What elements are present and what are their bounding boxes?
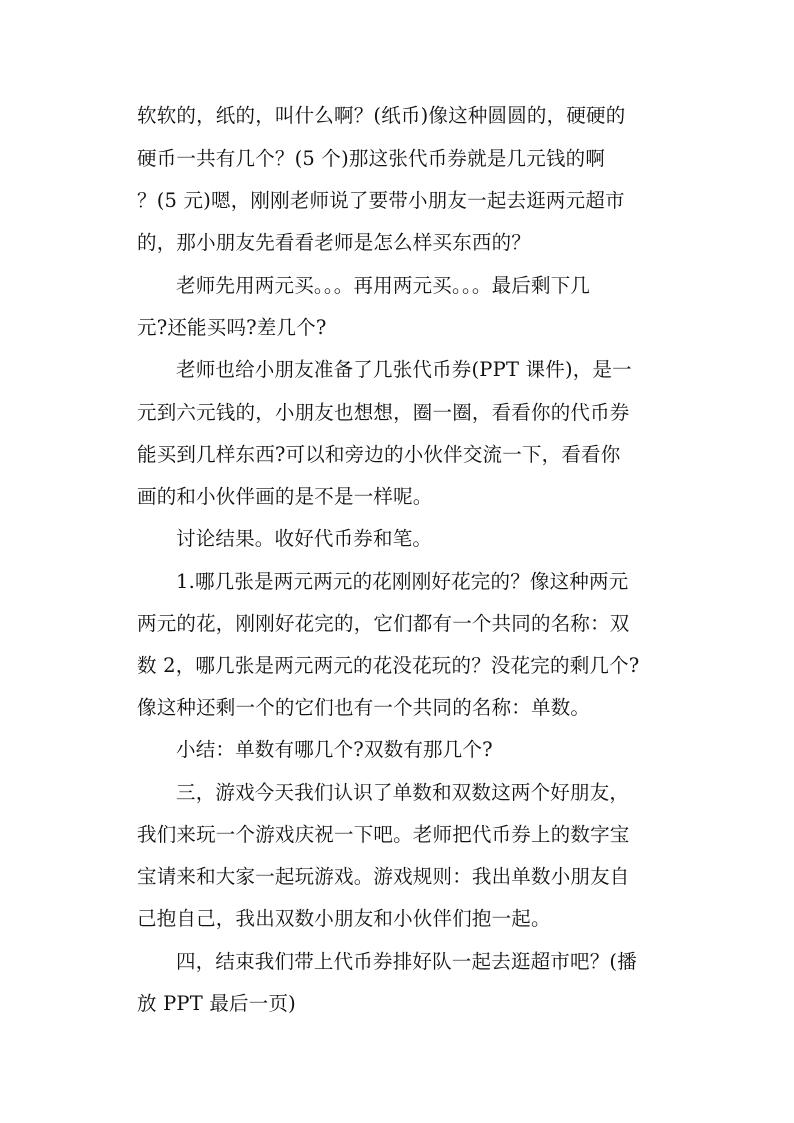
text-line: 小结：单数有哪几个?双数有那几个? bbox=[176, 738, 493, 761]
text-line: 宝请来和大家一起玩游戏。游戏规则：我出单数小朋友自 bbox=[137, 865, 630, 888]
text-line: 四，结束我们带上代币券排好队一起去逛超市吧？(播 bbox=[176, 950, 637, 973]
text-line: 能买到几样东西?可以和旁边的小伙伴交流一下，看看你 bbox=[137, 443, 621, 466]
text-line: ？(5 元)嗯，刚刚老师说了要带小朋友一起去逛两元超市 bbox=[137, 189, 625, 212]
text-line: 像这种还剩一个的它们也有一个共同的名称：单数。 bbox=[137, 696, 591, 719]
text-line: 放 PPT 最后一页) bbox=[137, 992, 296, 1015]
text-line: 的，那小朋友先看看老师是怎么样买东西的？ bbox=[137, 231, 532, 254]
text-line: 元到六元钱的，小朋友也想想，圈一圈，看看你的代币券 bbox=[137, 401, 630, 424]
text-line: 画的和小伙伴画的是不是一样呢。 bbox=[137, 485, 433, 508]
text-line: 老师也给小朋友准备了几张代币券(PPT 课件)，是一 bbox=[176, 358, 632, 381]
text-line: 己抱自己，我出双数小朋友和小伙伴们抱一起。 bbox=[137, 907, 551, 930]
text-line: 讨论结果。收好代币券和笔。 bbox=[176, 527, 433, 550]
text-line: 1.哪几张是两元两元的花刚刚好花完的？像这种两元 bbox=[176, 570, 629, 593]
text-line: 元?还能买吗?差几个? bbox=[137, 316, 327, 339]
text-line: 我们来玩一个游戏庆祝一下吧。老师把代币券上的数字宝 bbox=[137, 823, 630, 846]
text-line: 老师先用两元买。。。再用两元买。。。最后剩下几 bbox=[176, 274, 591, 297]
text-line: 硬币一共有几个？(5 个)那这张代币券就是几元钱的啊 bbox=[137, 147, 606, 170]
text-line: 两元的花，刚刚好花完的，它们都有一个共同的名称：双 bbox=[137, 612, 630, 635]
text-line: 三，游戏今天我们认识了单数和双数这两个好朋友， bbox=[176, 781, 630, 804]
text-line: 软软的，纸的，叫什么啊？(纸币)像这种圆圆的，硬硬的 bbox=[137, 104, 626, 127]
text-line: 数 2，哪几张是两元两元的花没花玩的？没花完的剩几个? bbox=[137, 654, 640, 677]
